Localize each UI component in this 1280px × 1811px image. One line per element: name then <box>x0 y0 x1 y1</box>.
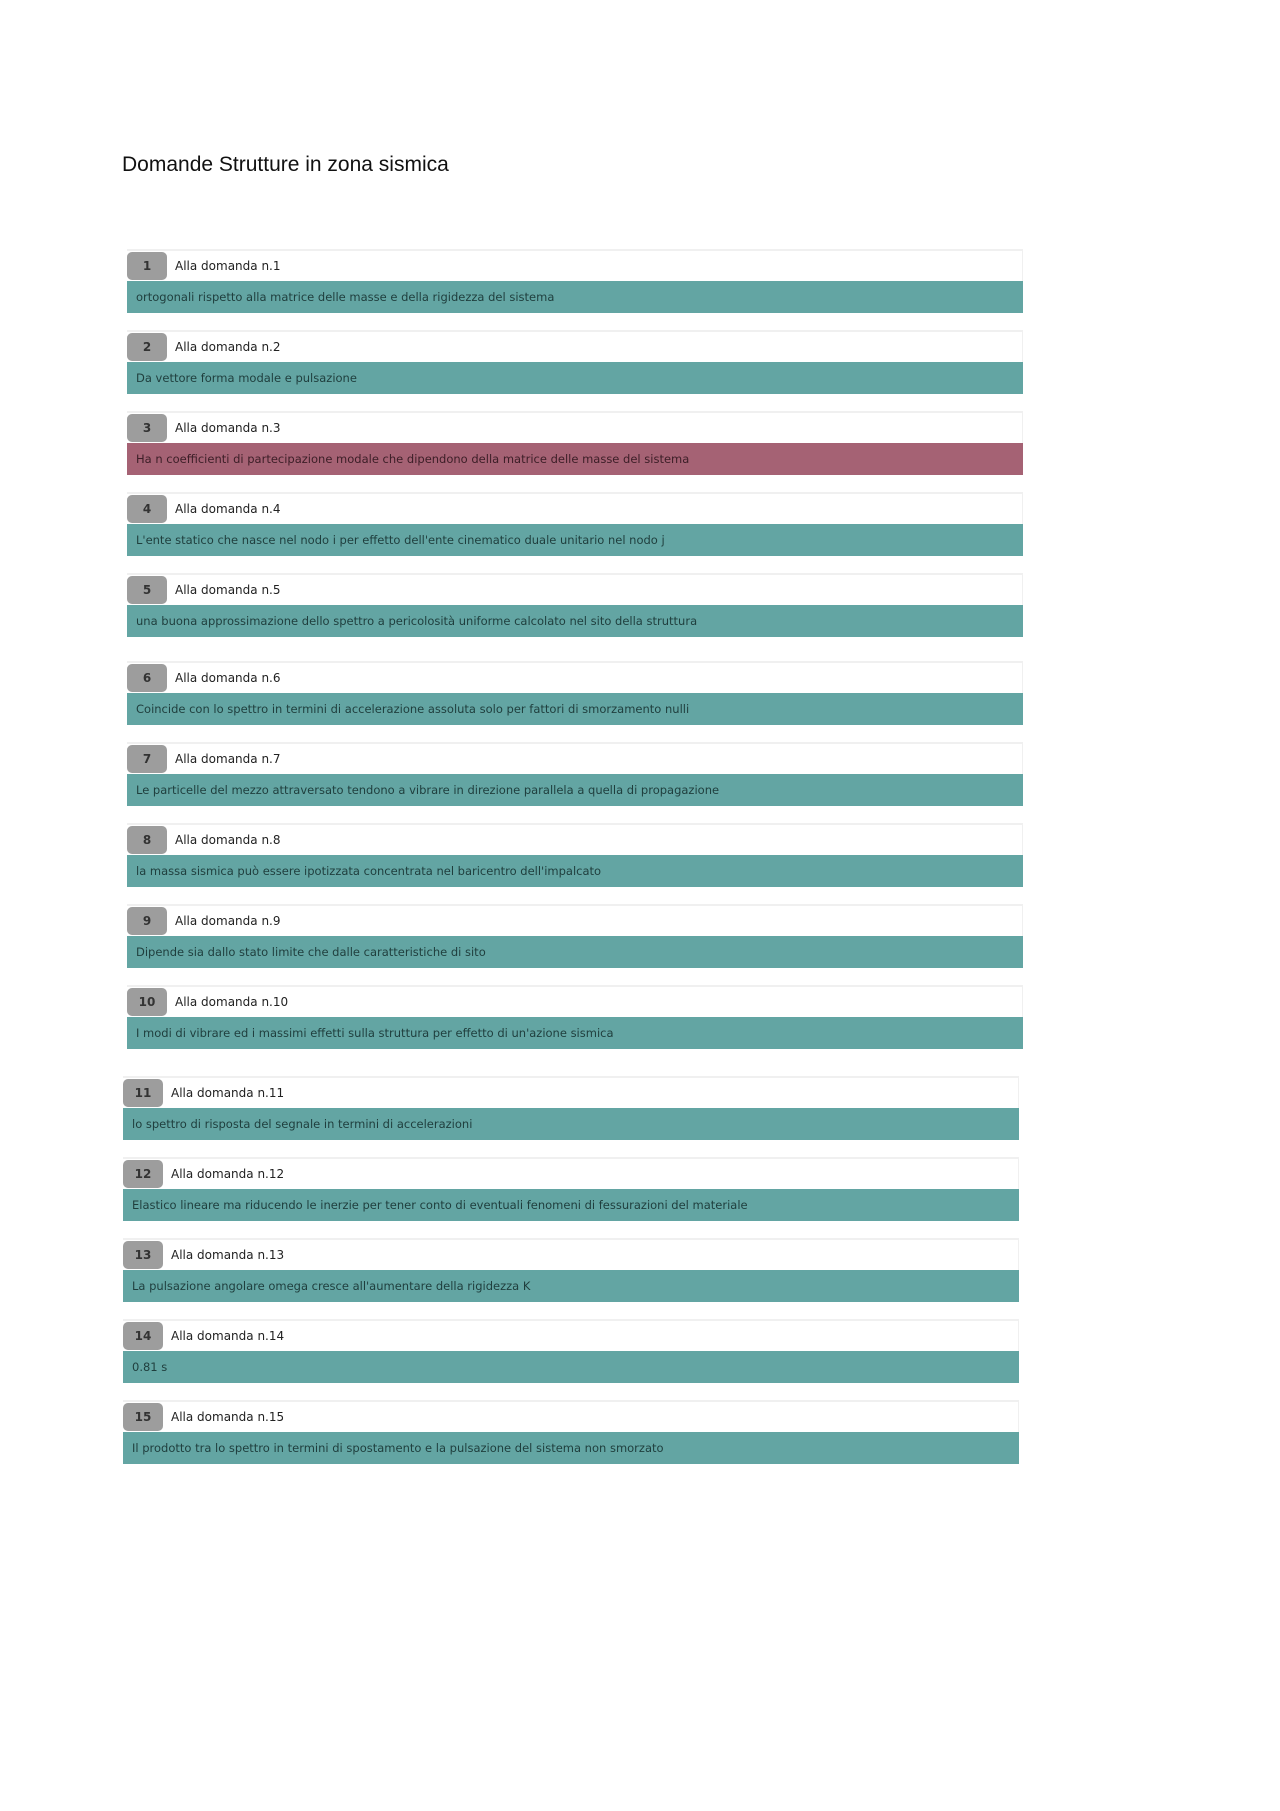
question-header <box>127 330 1023 362</box>
question-number-badge: 14 <box>123 1322 163 1350</box>
question-number-badge: 7 <box>127 745 167 773</box>
question-label: Alla domanda n.13 <box>171 1248 285 1262</box>
answer-text: La pulsazione angolare omega cresce all'aumentare della rigidezza K <box>123 1270 1019 1302</box>
question-header <box>123 1157 1019 1189</box>
question-number-badge: 12 <box>123 1160 163 1188</box>
answer-block-9 <box>127 904 1023 970</box>
answer-block-6 <box>127 661 1023 727</box>
question-label: Alla domanda n.14 <box>171 1329 285 1343</box>
answer-text: Dipende sia dallo stato limite che dalle caratteristiche di sito <box>127 936 1023 968</box>
answer-block-15 <box>123 1400 1019 1466</box>
question-label: Alla domanda n.1 <box>175 259 281 273</box>
answer-block-3 <box>127 411 1023 477</box>
question-label: Alla domanda n.5 <box>175 583 281 597</box>
answer-block-4 <box>127 492 1023 558</box>
answer-block-12 <box>123 1157 1019 1223</box>
answer-text: Le particelle del mezzo attraversato tendono a vibrare in direzione parallela a quella di propagazione <box>127 774 1023 806</box>
question-header <box>127 985 1023 1017</box>
question-number-badge: 5 <box>127 576 167 604</box>
question-label: Alla domanda n.7 <box>175 752 281 766</box>
question-number-badge: 15 <box>123 1403 163 1431</box>
question-label: Alla domanda n.9 <box>175 914 281 928</box>
question-number-badge: 11 <box>123 1079 163 1107</box>
question-number-badge: 9 <box>127 907 167 935</box>
question-number-badge: 10 <box>127 988 167 1016</box>
answer-text-wrong: Ha n coefficienti di partecipazione modale che dipendono della matrice delle masse del sistema <box>127 443 1023 475</box>
question-header <box>123 1319 1019 1351</box>
answer-text: lo spettro di risposta del segnale in termini di accelerazioni <box>123 1108 1019 1140</box>
question-number-badge: 3 <box>127 414 167 442</box>
answer-text: Coincide con lo spettro in termini di accelerazione assoluta solo per fattori di smorzamento nulli <box>127 693 1023 725</box>
question-label: Alla domanda n.15 <box>171 1410 285 1424</box>
question-label: Alla domanda n.6 <box>175 671 281 685</box>
answer-text: Elastico lineare ma riducendo le inerzie per tener conto di eventuali fenomeni di fessurazioni del materiale <box>123 1189 1019 1221</box>
answer-text: I modi di vibrare ed i massimi effetti sulla struttura per effetto di un'azione sismica <box>127 1017 1023 1049</box>
question-number-badge: 13 <box>123 1241 163 1269</box>
answer-block-13 <box>123 1238 1019 1304</box>
question-header <box>127 904 1023 936</box>
question-header <box>123 1400 1019 1432</box>
question-label: Alla domanda n.3 <box>175 421 281 435</box>
document-title: Domande Strutture in zona sismica <box>122 153 449 176</box>
question-header <box>127 249 1023 281</box>
answer-text: una buona approssimazione dello spettro a pericolosità uniforme calcolato nel sito della struttura <box>127 605 1023 637</box>
question-header <box>127 492 1023 524</box>
question-header <box>127 742 1023 774</box>
answer-text: L'ente statico che nasce nel nodo i per effetto dell'ente cinematico duale unitario nel nodo j <box>127 524 1023 556</box>
answer-text: Il prodotto tra lo spettro in termini di spostamento e la pulsazione del sistema non smorzato <box>123 1432 1019 1464</box>
question-header <box>123 1238 1019 1270</box>
answer-text: Da vettore forma modale e pulsazione <box>127 362 1023 394</box>
question-header <box>123 1076 1019 1108</box>
answer-block-2 <box>127 330 1023 396</box>
answer-text: 0.81 s <box>123 1351 1019 1383</box>
question-number-badge: 1 <box>127 252 167 280</box>
answer-block-14 <box>123 1319 1019 1385</box>
answer-text: ortogonali rispetto alla matrice delle masse e della rigidezza del sistema <box>127 281 1023 313</box>
answer-text: la massa sismica può essere ipotizzata concentrata nel baricentro dell'impalcato <box>127 855 1023 887</box>
question-label: Alla domanda n.4 <box>175 502 281 516</box>
answer-block-11 <box>123 1076 1019 1142</box>
question-header <box>127 661 1023 693</box>
answer-block-10 <box>127 985 1023 1051</box>
question-header <box>127 823 1023 855</box>
question-label: Alla domanda n.11 <box>171 1086 285 1100</box>
question-label: Alla domanda n.8 <box>175 833 281 847</box>
answer-block-1 <box>127 249 1023 315</box>
question-label: Alla domanda n.2 <box>175 340 281 354</box>
question-label: Alla domanda n.12 <box>171 1167 285 1181</box>
question-number-badge: 4 <box>127 495 167 523</box>
answer-block-5 <box>127 573 1023 639</box>
question-number-badge: 2 <box>127 333 167 361</box>
question-header <box>127 411 1023 443</box>
answer-block-8 <box>127 823 1023 889</box>
question-header <box>127 573 1023 605</box>
answer-block-7 <box>127 742 1023 808</box>
question-number-badge: 6 <box>127 664 167 692</box>
question-label: Alla domanda n.10 <box>175 995 289 1009</box>
question-number-badge: 8 <box>127 826 167 854</box>
